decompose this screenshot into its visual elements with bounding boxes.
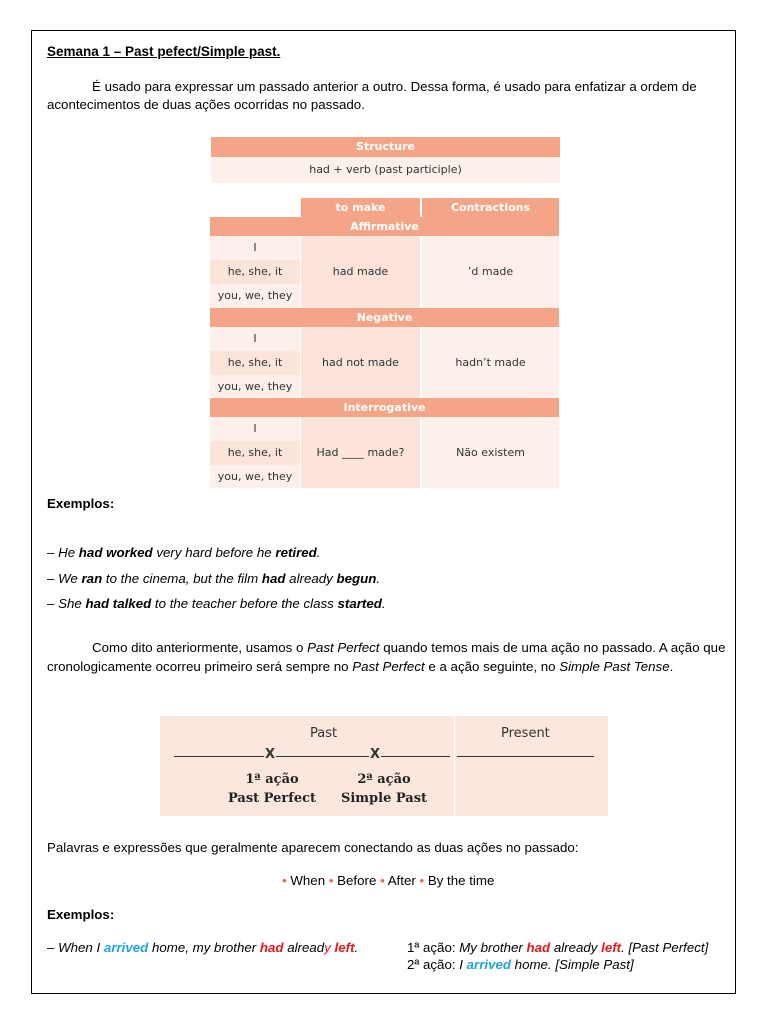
structure-header: Structure [211,137,560,157]
connectors-intro: Palavras e expressões que geralmente aparecem conectando as duas ações no passado: [47,840,579,855]
contraction-cell: ’d made [422,236,559,308]
intro-line-1: É usado para expressar um passado anterior a outro. Dessa forma, é usado para enfatizar a ordem de [92,79,697,94]
subject-cell: you, we, they [210,284,300,308]
action-1-mark: X [265,747,276,762]
structure-formula: had + verb (past participle) [211,157,560,183]
example-sentence-2: – We ran to the cinema, but the film had already begun. [47,571,381,586]
timeline-diagram [160,716,608,816]
form-cell: had not made [301,327,420,399]
connector-item: By the time [427,873,495,888]
col-header-contractions: Contractions [422,198,559,217]
present-line [457,756,594,757]
explanation-line-2: cronologicamente ocorreu primeiro será sempre no Past Perfect e a ação seguinte, no Simple Past Tense. [47,659,674,674]
section-interrogative: Interrogative [210,398,559,417]
subject-cell: you, we, they [210,375,300,399]
subject-cell: I [210,236,300,260]
subject-cell: I [210,327,300,351]
past-line [174,756,450,757]
bullet-icon: • [419,873,425,888]
bullet-icon: • [328,873,334,888]
action-1-tense: Past Perfect [227,791,317,806]
form-cell: Had ____ made? [301,417,420,488]
connector-item: Before [337,873,377,888]
action-1-explanation: 1ª ação: My brother had already left. [Past Perfect] [407,940,709,955]
example-sentence-1: – He had worked very hard before he retired. [47,545,321,560]
timeline-divider [454,716,455,816]
contraction-cell: hadn’t made [422,327,559,399]
form-cell: had made [301,236,420,308]
action-2-tense: Simple Past [340,791,428,806]
action-2-label: 2ª ação [357,772,411,787]
subject-cell: I [210,417,300,441]
page-title: Semana 1 – Past pefect/Simple past. [47,44,281,59]
explanation-line-1: Como dito anteriormente, usamos o Past Perfect quando temos mais de uma ação no passado. A ação que [92,640,726,655]
connector-item: When [290,873,326,888]
bullet-icon: • [282,873,287,888]
action-2-mark: X [370,747,381,762]
contraction-cell: Não existem [422,417,559,488]
bullet-icon: • [380,873,385,888]
past-label: Past [310,726,338,741]
intro-line-2: acontecimentos de duas ações ocorridas no passado. [47,97,365,112]
section-negative: Negative [210,308,559,327]
subject-cell: he, she, it [210,351,300,375]
connectors-list [282,873,494,888]
example-sentence-3: – She had talked to the teacher before the class started. [47,596,386,611]
action-2-explanation: 2ª ação: I arrived home. [Simple Past] [407,957,634,972]
subject-cell: you, we, they [210,465,300,488]
col-header-to-make: to make [301,198,420,217]
connector-item: After [387,873,416,888]
section-affirmative: Affirmative [210,217,559,236]
action-1-label: 1ª ação [245,772,299,787]
examples2-heading: Exemplos: [47,907,115,922]
subject-cell: he, she, it [210,260,300,284]
examples-heading: Exemplos: [47,496,115,511]
example2-sentence: – When I arrived home, my brother had already left. [47,940,359,955]
subject-cell: he, she, it [210,441,300,465]
present-label: Present [501,726,550,741]
